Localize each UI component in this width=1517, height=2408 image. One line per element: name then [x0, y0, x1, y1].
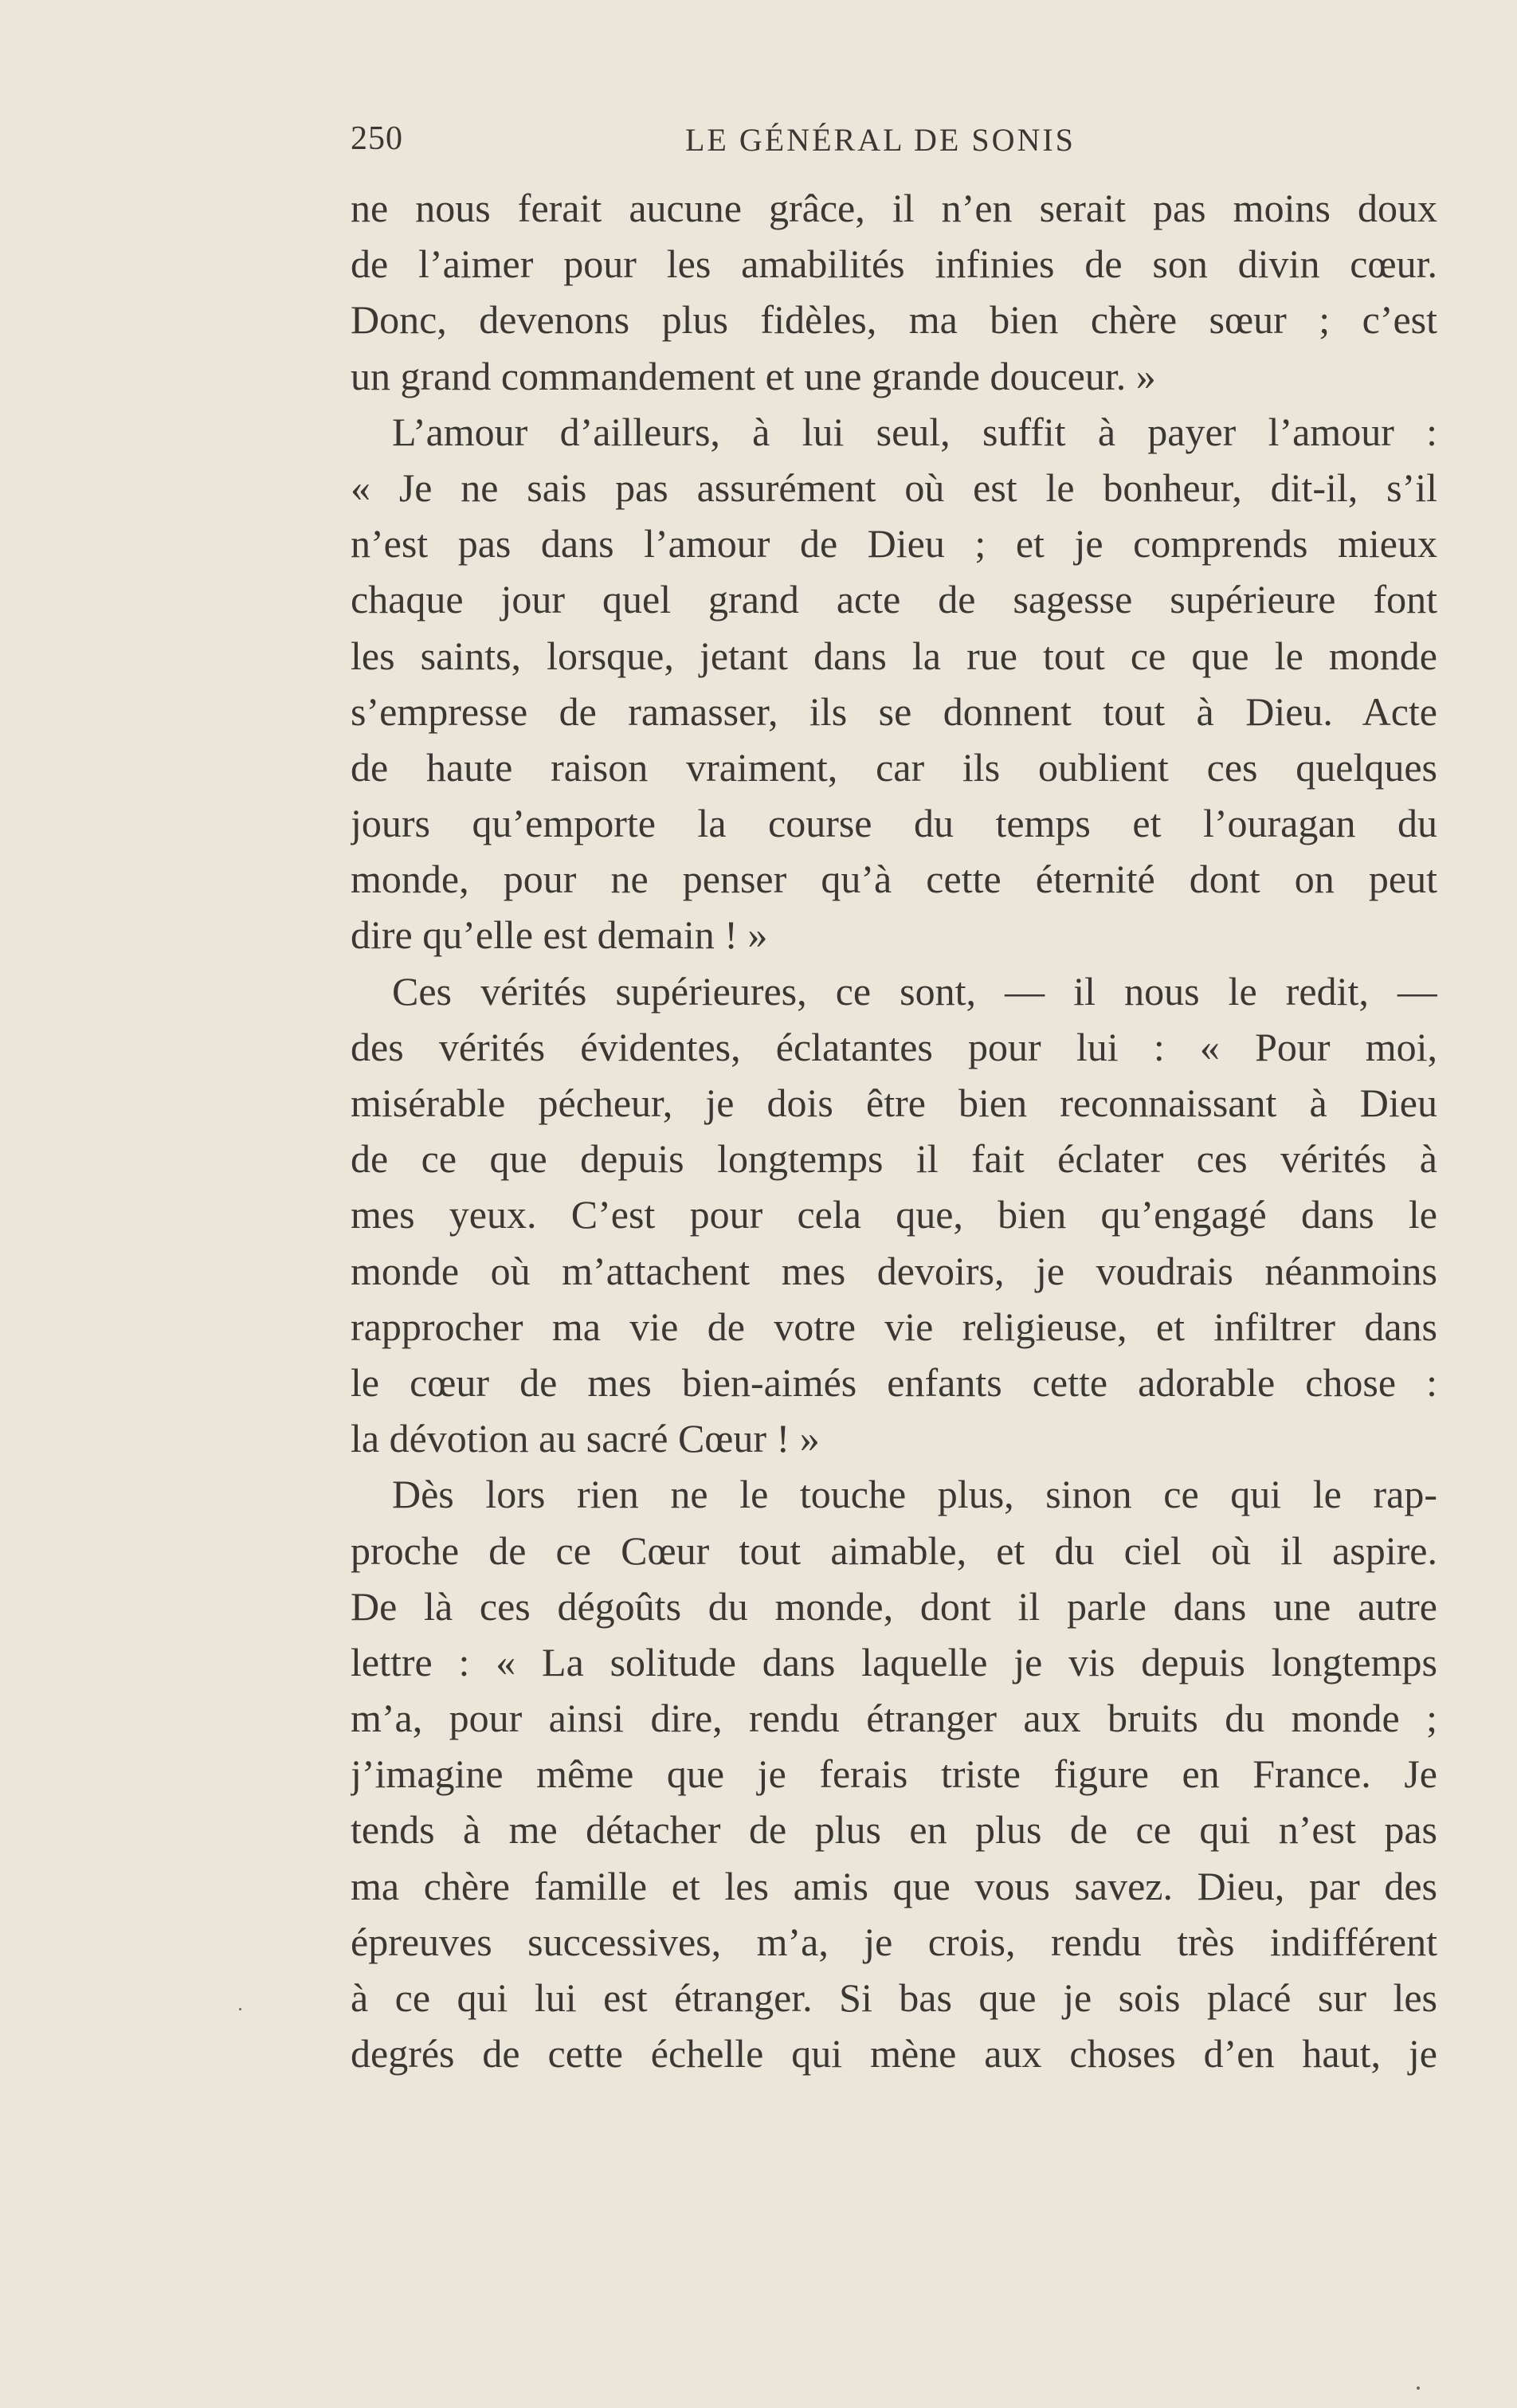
text-line: L’amour d’ailleurs, à lui seul, suffit à payer l’amour : [392, 409, 1437, 454]
text-line: lettre : « La solitude dans laquelle je vis depuis longtemps [351, 1639, 1437, 1684]
text-line: s’empresse de ramasser, ils se donnent tout à Dieu. Acte [351, 688, 1437, 734]
page-number: 250 [351, 120, 403, 157]
text-line: chaque jour quel grand acte de sagesse supérieure font [351, 577, 1437, 622]
text-line: ma chère famille et les amis que vous savez. Dieu, par des [351, 1863, 1437, 1908]
text-line: rapprocher ma vie de votre vie religieuse, et infiltrer dans [351, 1304, 1437, 1349]
text-line: proche de ce Cœur tout aimable, et du ciel où il aspire. [351, 1528, 1437, 1573]
text-line: Donc, devenons plus fidèles, ma bien chère sœur ; c’est [351, 297, 1437, 343]
text-line: tends à me détacher de plus en plus de ce qui n’est pas [351, 1807, 1437, 1853]
text-line: épreuves successives, m’a, je crois, rendu très indifférent [351, 1919, 1437, 1964]
text-line: misérable pécheur, je dois être bien reconnaissant à Dieu [351, 1080, 1437, 1125]
text-line: le cœur de mes bien-aimés enfants cette adorable chose : [351, 1359, 1437, 1405]
text-line: des vérités évidentes, éclatantes pour lui : « Pour moi, [351, 1024, 1437, 1069]
body-text [351, 180, 1437, 2081]
text-line: Ces vérités supérieures, ce sont, — il nous le redit, — [392, 968, 1437, 1014]
text-line: j’imagine même que je ferais triste figure en France. Je [351, 1751, 1437, 1797]
text-line: jours qu’emporte la course du temps et l’ouragan du [351, 801, 1437, 846]
paper-speck [239, 2008, 241, 2010]
text-line: un grand commandement et une grande douceur. » [351, 353, 1156, 398]
text-line: degrés de cette échelle qui mène aux choses d’en haut, je [351, 2031, 1437, 2077]
text-line: monde où m’attachent mes devoirs, je voudrais néanmoins [351, 1248, 1437, 1293]
text-line: à ce qui lui est étranger. Si bas que je sois placé sur les [351, 1975, 1437, 2020]
text-line: mes yeux. C’est pour cela que, bien qu’engagé dans le [351, 1192, 1437, 1237]
text-line: m’a, pour ainsi dire, rendu étranger aux bruits du monde ; [351, 1696, 1437, 1741]
paper-speck [1417, 2386, 1420, 2390]
text-line: ne nous ferait aucune grâce, il n’en serait pas moins doux [351, 186, 1437, 230]
text-line: de haute raison vraiment, car ils oublient ces quelques [351, 744, 1437, 790]
running-title: LE GÉNÉRAL DE SONIS [685, 122, 1076, 158]
text-line: « Je ne sais pas assurément où est le bonheur, dit-il, s’il [351, 465, 1437, 510]
text-line: n’est pas dans l’amour de Dieu ; et je comprends mieux [351, 521, 1437, 567]
text-line: monde, pour ne penser qu’à cette éternité dont on peut [351, 857, 1437, 902]
text-line: De là ces dégoûts du monde, dont il parle dans une autre [351, 1583, 1437, 1629]
text-line: les saints, lorsque, jetant dans la rue tout ce que le monde [351, 633, 1437, 678]
text-line: dire qu’elle est demain ! » [351, 912, 768, 958]
text-line: de ce que depuis longtemps il fait éclater ces vérités à [351, 1136, 1437, 1182]
text-line: de l’aimer pour les amabilités infinies de son divin cœur. [351, 241, 1437, 287]
page-header [351, 120, 1434, 167]
text-line: la dévotion au sacré Cœur ! » [351, 1416, 820, 1461]
text-line: Dès lors rien ne le touche plus, sinon ce qui le rap- [392, 1472, 1437, 1517]
